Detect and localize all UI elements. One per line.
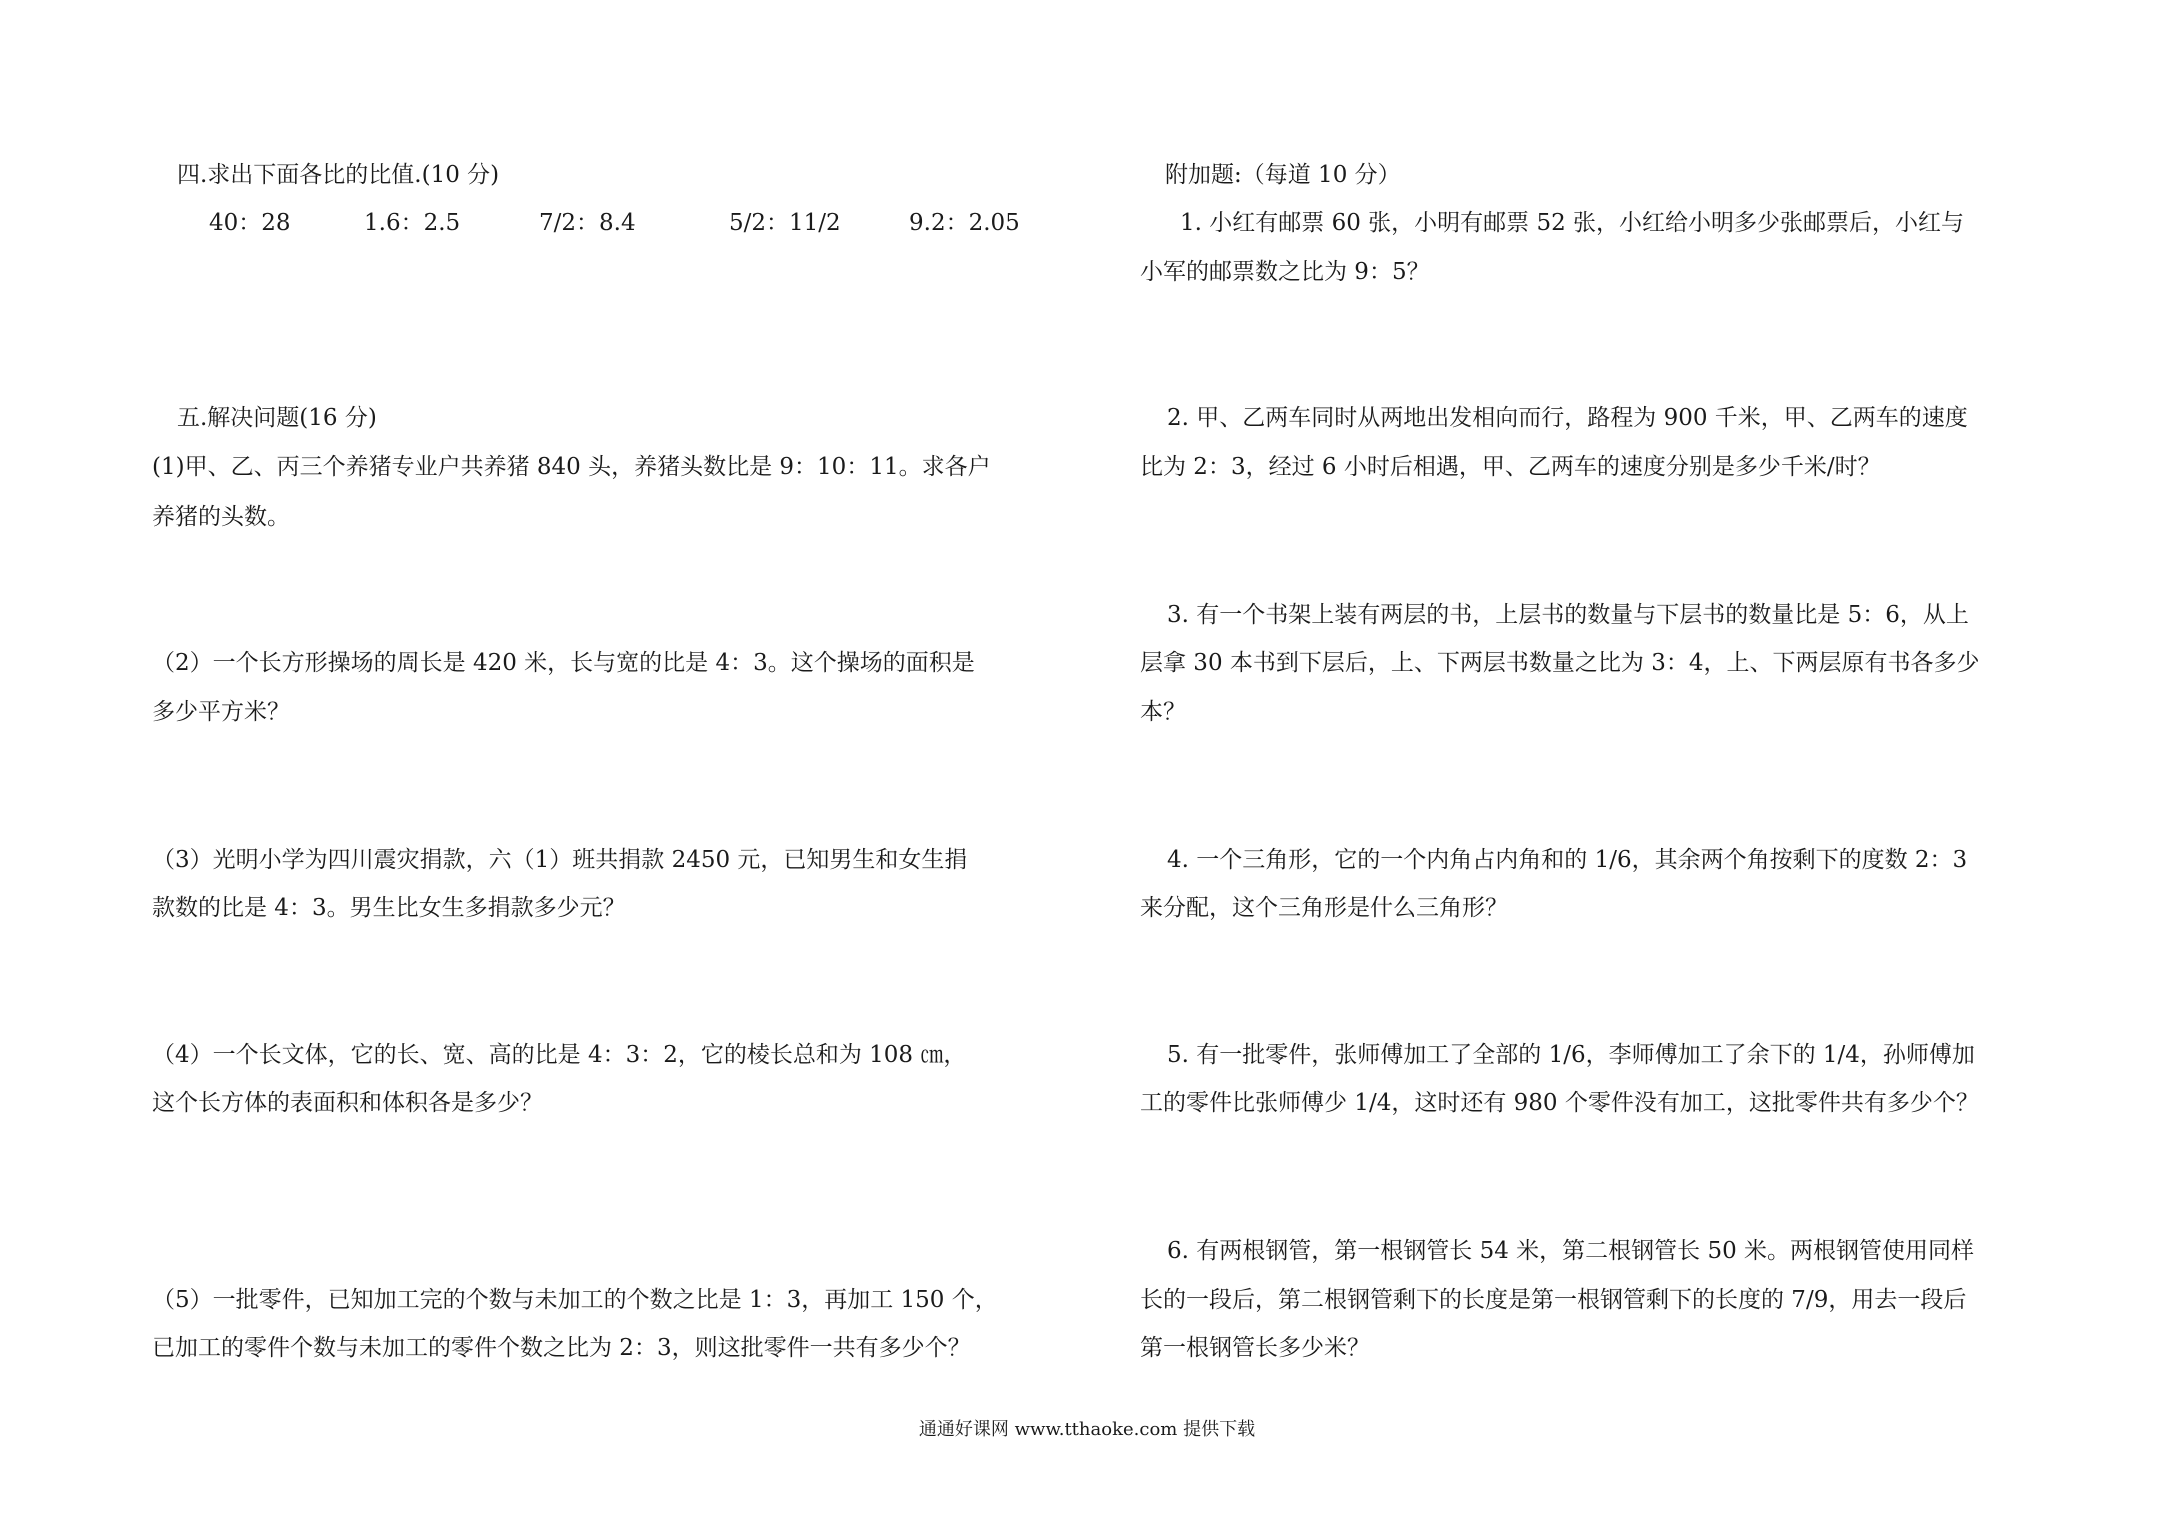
problem-line: （5）一批零件，已知加工完的个数与未加工的个数之比是 1：3，再加工 150 个， bbox=[152, 1287, 998, 1313]
problem-line: 款数的比是 4：3。男生比女生多捐款多少元？ bbox=[152, 895, 626, 921]
bonus-line: 层拿 30 本书到下层后，上、下两层书数量之比为 3：4，上、下两层原有书各多少 bbox=[1140, 650, 1980, 676]
bonus-line: 5. 有一批零件，张师傅加工了全部的 1/6，李师傅加工了余下的 1/4，孙师傅加 bbox=[1167, 1042, 1975, 1068]
bonus-line: 比为 2：3，经过 6 小时后相遇，甲、乙两车的速度分别是多少千米/时？ bbox=[1140, 454, 1881, 480]
bonus-line: 本？ bbox=[1140, 699, 1186, 725]
bonus-line: 工的零件比张师傅少 1/4，这时还有 980 个零件没有加工，这批零件共有多少个？ bbox=[1140, 1090, 1979, 1116]
problem-line: （4）一个长文体，它的长、宽、高的比是 4：3：2，它的棱长总和为 108 ㎝， bbox=[152, 1042, 967, 1068]
section4-title: 四.求出下面各比的比值.(10 分) bbox=[177, 162, 500, 188]
section5-title: 五.解决问题(16 分) bbox=[177, 405, 377, 431]
bonus-line: 来分配，这个三角形是什么三角形？ bbox=[1140, 895, 1508, 921]
ratio-item: 7/2：8.4 bbox=[539, 210, 636, 236]
problem-line: 已加工的零件个数与未加工的零件个数之比为 2：3，则这批零件一共有多少个？ bbox=[152, 1335, 971, 1361]
bonus-line: 3. 有一个书架上装有两层的书，上层书的数量与下层书的数量比是 5：6，从上 bbox=[1167, 602, 1969, 628]
problem-line: 养猪的头数。 bbox=[152, 504, 290, 530]
bonus-line: 小军的邮票数之比为 9：5？ bbox=[1140, 259, 1430, 285]
bonus-line: 2. 甲、乙两车同时从两地出发相向而行，路程为 900 千米，甲、乙两车的速度 bbox=[1167, 405, 1968, 431]
bonus-line: 长的一段后，第二根钢管剩下的长度是第一根钢管剩下的长度的 7/9，用去一段后 bbox=[1140, 1287, 1967, 1313]
bonus-line: 6. 有两根钢管，第一根钢管长 54 米，第二根钢管长 50 米。两根钢管使用同样 bbox=[1167, 1238, 1975, 1264]
ratio-item: 9.2：2.05 bbox=[909, 210, 1020, 236]
ratio-item: 1.6：2.5 bbox=[364, 210, 461, 236]
footer-credit: 通通好课网 www.tthaoke.com 提供下载 bbox=[918, 1419, 1256, 1440]
ratio-item: 5/2：11/2 bbox=[729, 210, 841, 236]
bonus-line: 第一根钢管长多少米？ bbox=[1140, 1335, 1370, 1361]
ratio-item: 40：28 bbox=[209, 210, 291, 236]
problem-line: 多少平方米？ bbox=[152, 699, 290, 725]
problem-line: 这个长方体的表面积和体积各是多少？ bbox=[152, 1090, 543, 1116]
problem-line: (1)甲、乙、丙三个养猪专业户共养猪 840 头，养猪头数比是 9：10：11。求各户 bbox=[152, 454, 991, 480]
problem-line: （2）一个长方形操场的周长是 420 米，长与宽的比是 4：3。这个操场的面积是 bbox=[152, 650, 975, 676]
bonus-line: 4. 一个三角形，它的一个内角占内角和的 1/6，其余两个角按剩下的度数 2：3 bbox=[1167, 847, 1968, 873]
bonus-title: 附加题:（每道 10 分） bbox=[1165, 162, 1401, 188]
bonus-line: 1. 小红有邮票 60 张，小明有邮票 52 张，小红给小明多少张邮票后，小红与 bbox=[1180, 210, 1965, 236]
problem-line: （3）光明小学为四川震灾捐款，六（1）班共捐款 2450 元，已知男生和女生捐 bbox=[152, 847, 968, 873]
